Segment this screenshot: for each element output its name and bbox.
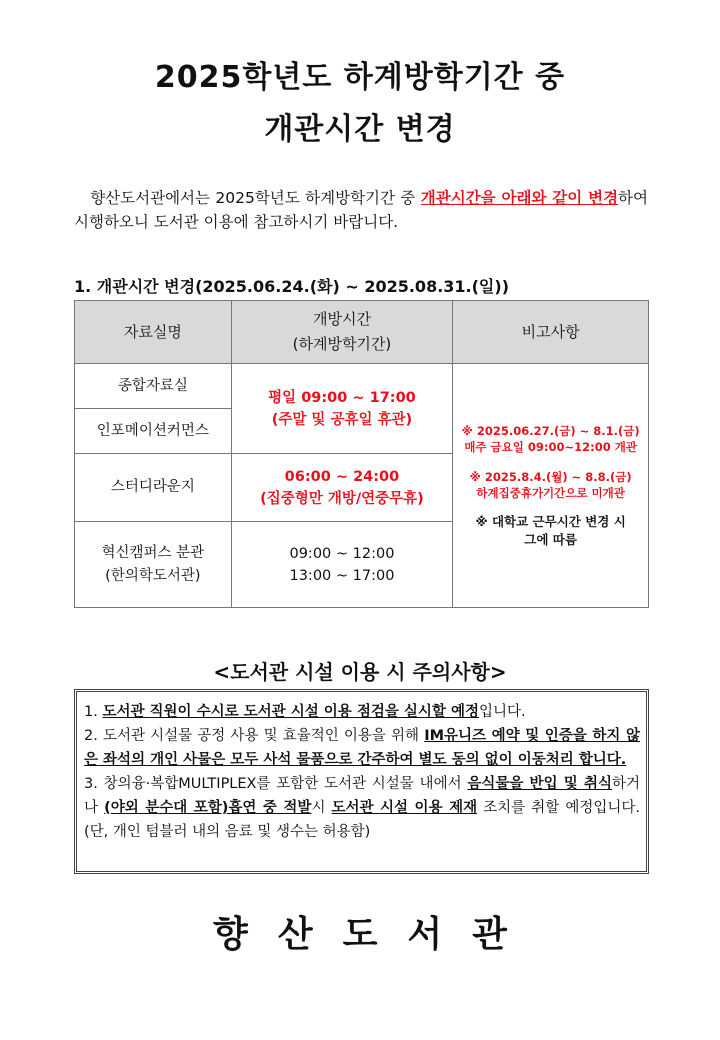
header-notes: 비고사항 <box>453 301 649 364</box>
caution-item-2: 2. 도서관 시설물 공정 사용 및 효율적인 이용을 위해 IM유니즈 예약 및 인증을 하지 않은 좌석의 개인 사물은 모두 사석 물품으로 간주하여 별도 동의 없이 이동처리 합니다. <box>84 728 640 768</box>
page-subtitle: 개관시간 변경 <box>264 112 456 147</box>
caution-item-3: 3. 창의융·복합MULTIPLEX를 포함한 도서관 시설물 내에서 음식물을 반입 및 취식하거나 (야외 분수대 포함)흡연 중 적발시 도서관 시설 이용 제재 조치를 취할 예정입니다. (단, 개인 텀블러 내의 음료 및 생수는 허용함) <box>84 776 640 840</box>
section-heading-hours: 1. 개관시간 변경(2025.06.24.(화) ~ 2025.08.31.(일)) <box>74 277 510 296</box>
signature: 향산도서관 <box>213 914 537 955</box>
note3-line2: 그에 따름 <box>524 531 577 547</box>
room-commons: 인포메이션커먼스 <box>75 409 232 454</box>
weekday-hours-cell <box>231 364 453 454</box>
weekday-hours: 평일 09:00 ~ 17:00 <box>268 389 416 406</box>
lounge-hours-cell <box>231 454 453 522</box>
weekday-note: (주말 및 공휴일 휴관) <box>271 411 413 428</box>
branch-hours-cell <box>231 522 453 608</box>
branch-line1: 혁신캠퍼스 분관 <box>101 544 205 561</box>
branch-hours1: 09:00 ~ 12:00 <box>289 545 395 562</box>
note2-line1: ※ 2025.8.4.(월) ~ 8.8.(금) <box>469 469 632 484</box>
page-title: 2025학년도 하계방학기간 중 <box>154 60 566 95</box>
caution-item-1: 1. 도서관 직원이 수시로 도서관 시설 이용 점검을 실시할 예정입니다. <box>84 704 526 720</box>
lounge-note: (집중형만 개방/연중무휴) <box>260 490 424 507</box>
note2-line2: 하계집중휴가기간으로 미개관 <box>476 485 625 500</box>
hours-table <box>74 300 649 608</box>
room-branch <box>75 522 232 608</box>
caution-heading: <도서관 시설 이용 시 주의사항> <box>213 660 507 684</box>
caution-box <box>74 689 649 874</box>
note1-line2: 매주 금요일 09:00~12:00 개관 <box>464 439 637 454</box>
intro-paragraph <box>74 186 648 234</box>
header-hours-line2: (하계방학기간) <box>292 335 392 353</box>
room-lounge: 스터디라운지 <box>75 454 232 522</box>
intro-text-2: 하여 시행하오니 도서관 이용에 참고하시기 바랍니다. <box>74 189 648 231</box>
notes-cell <box>453 364 649 608</box>
branch-hours2: 13:00 ~ 17:00 <box>289 567 395 584</box>
header-room: 자료실명 <box>75 301 232 364</box>
room-general: 종합자료실 <box>75 364 232 409</box>
header-hours-line1: 개방시간 <box>312 310 371 328</box>
intro-highlight: 개관시간을 아래와 같이 변경 <box>420 189 619 207</box>
note1-line1: ※ 2025.06.27.(금) ~ 8.1.(금) <box>461 423 640 438</box>
note3-line1: ※ 대학교 근무시간 변경 시 <box>475 513 626 529</box>
intro-text-1: 향산도서관에서는 2025학년도 하계방학기간 중 <box>90 189 421 207</box>
branch-line2: (한의학도서관) <box>105 567 201 584</box>
header-hours <box>231 301 453 364</box>
lounge-hours: 06:00 ~ 24:00 <box>284 468 400 485</box>
